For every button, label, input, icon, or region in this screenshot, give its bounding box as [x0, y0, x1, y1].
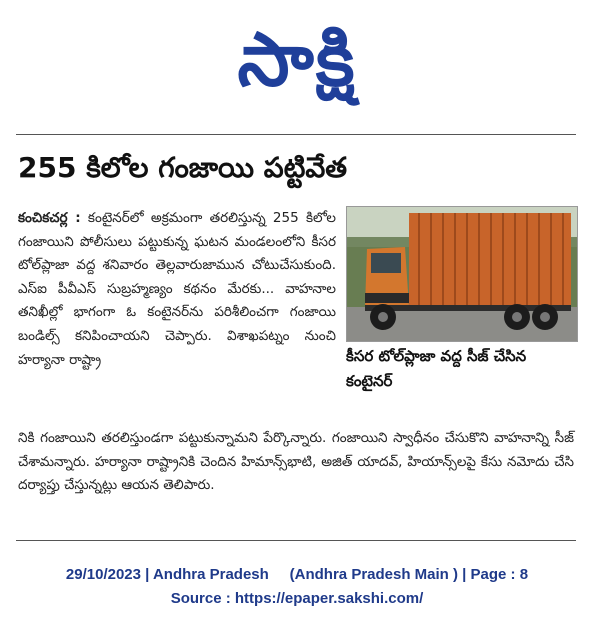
masthead-logo: సాక్షి — [237, 17, 357, 103]
source-link-text[interactable]: Source : https://epaper.sakshi.com/ — [170, 590, 424, 607]
publication-info-text: 29/10/2023 | Andhra Pradesh (Andhra Pradesh Main ) | Page : 8 — [65, 566, 529, 583]
article-headline: 255 కిలోల గంజాయి పట్టివేత — [18, 151, 348, 184]
article-body-bottom: నికి గంజాయిని తరలిస్తుండగా పట్టుకున్నామని పేర్కొన్నారు. గంజాయిని స్వాధీనం చేసుకొని వాహనాన్ని సీజ్‌ చేశామన్నారు. హర్యానా రాష్ట్రానికి చెందిన హిమాన్స్‌భాటి, అజిత్‌ యాదవ్‌, హియాన్స్‌లపై కేసు నమోదు చేసి దర్యాప్తు చేస్తున్నట్లు ఆయన తెలిపారు. — [18, 430, 574, 494]
source-link[interactable] — [0, 590, 594, 607]
article-dateline: కంచికచర్ల : — [18, 210, 81, 226]
article-body-top: కంటైనర్‌లో అక్రమంగా తరలిస్తున్న 255 కిలోల గంజాయిని పోలీసులు పట్టుకున్న ఘటన మండలంలోని కీసర టోల్‌ప్లాజా వద్ద శనివారం తెల్లవారుజామున చోటుచేసుకుంది. ఎస్‌ఐ పీవీఎస్‌ సుబ్రహ్మణ్యం కథనం మేరకు... వాహనాల తనిఖీల్లో భాగంగా ఓ కంటైనర్‌ను పరిశీలించగా గంజాయి బండిల్స్‌ కనిపించాయని చెప్పారు. విశాఖపట్నం నుంచి హర్యానా రాష్ట్రా — [18, 210, 336, 368]
header-divider — [16, 134, 576, 135]
footer-divider — [16, 540, 576, 541]
photo-caption: కీసర టోల్‌ప్లాజా వద్ద సీజ్‌ చేసిన కంటైనర్‌ — [346, 347, 527, 390]
article-body-column — [18, 207, 336, 372]
publication-info — [0, 566, 594, 583]
truck-illustration — [347, 207, 577, 341]
truck-photo — [346, 206, 578, 342]
